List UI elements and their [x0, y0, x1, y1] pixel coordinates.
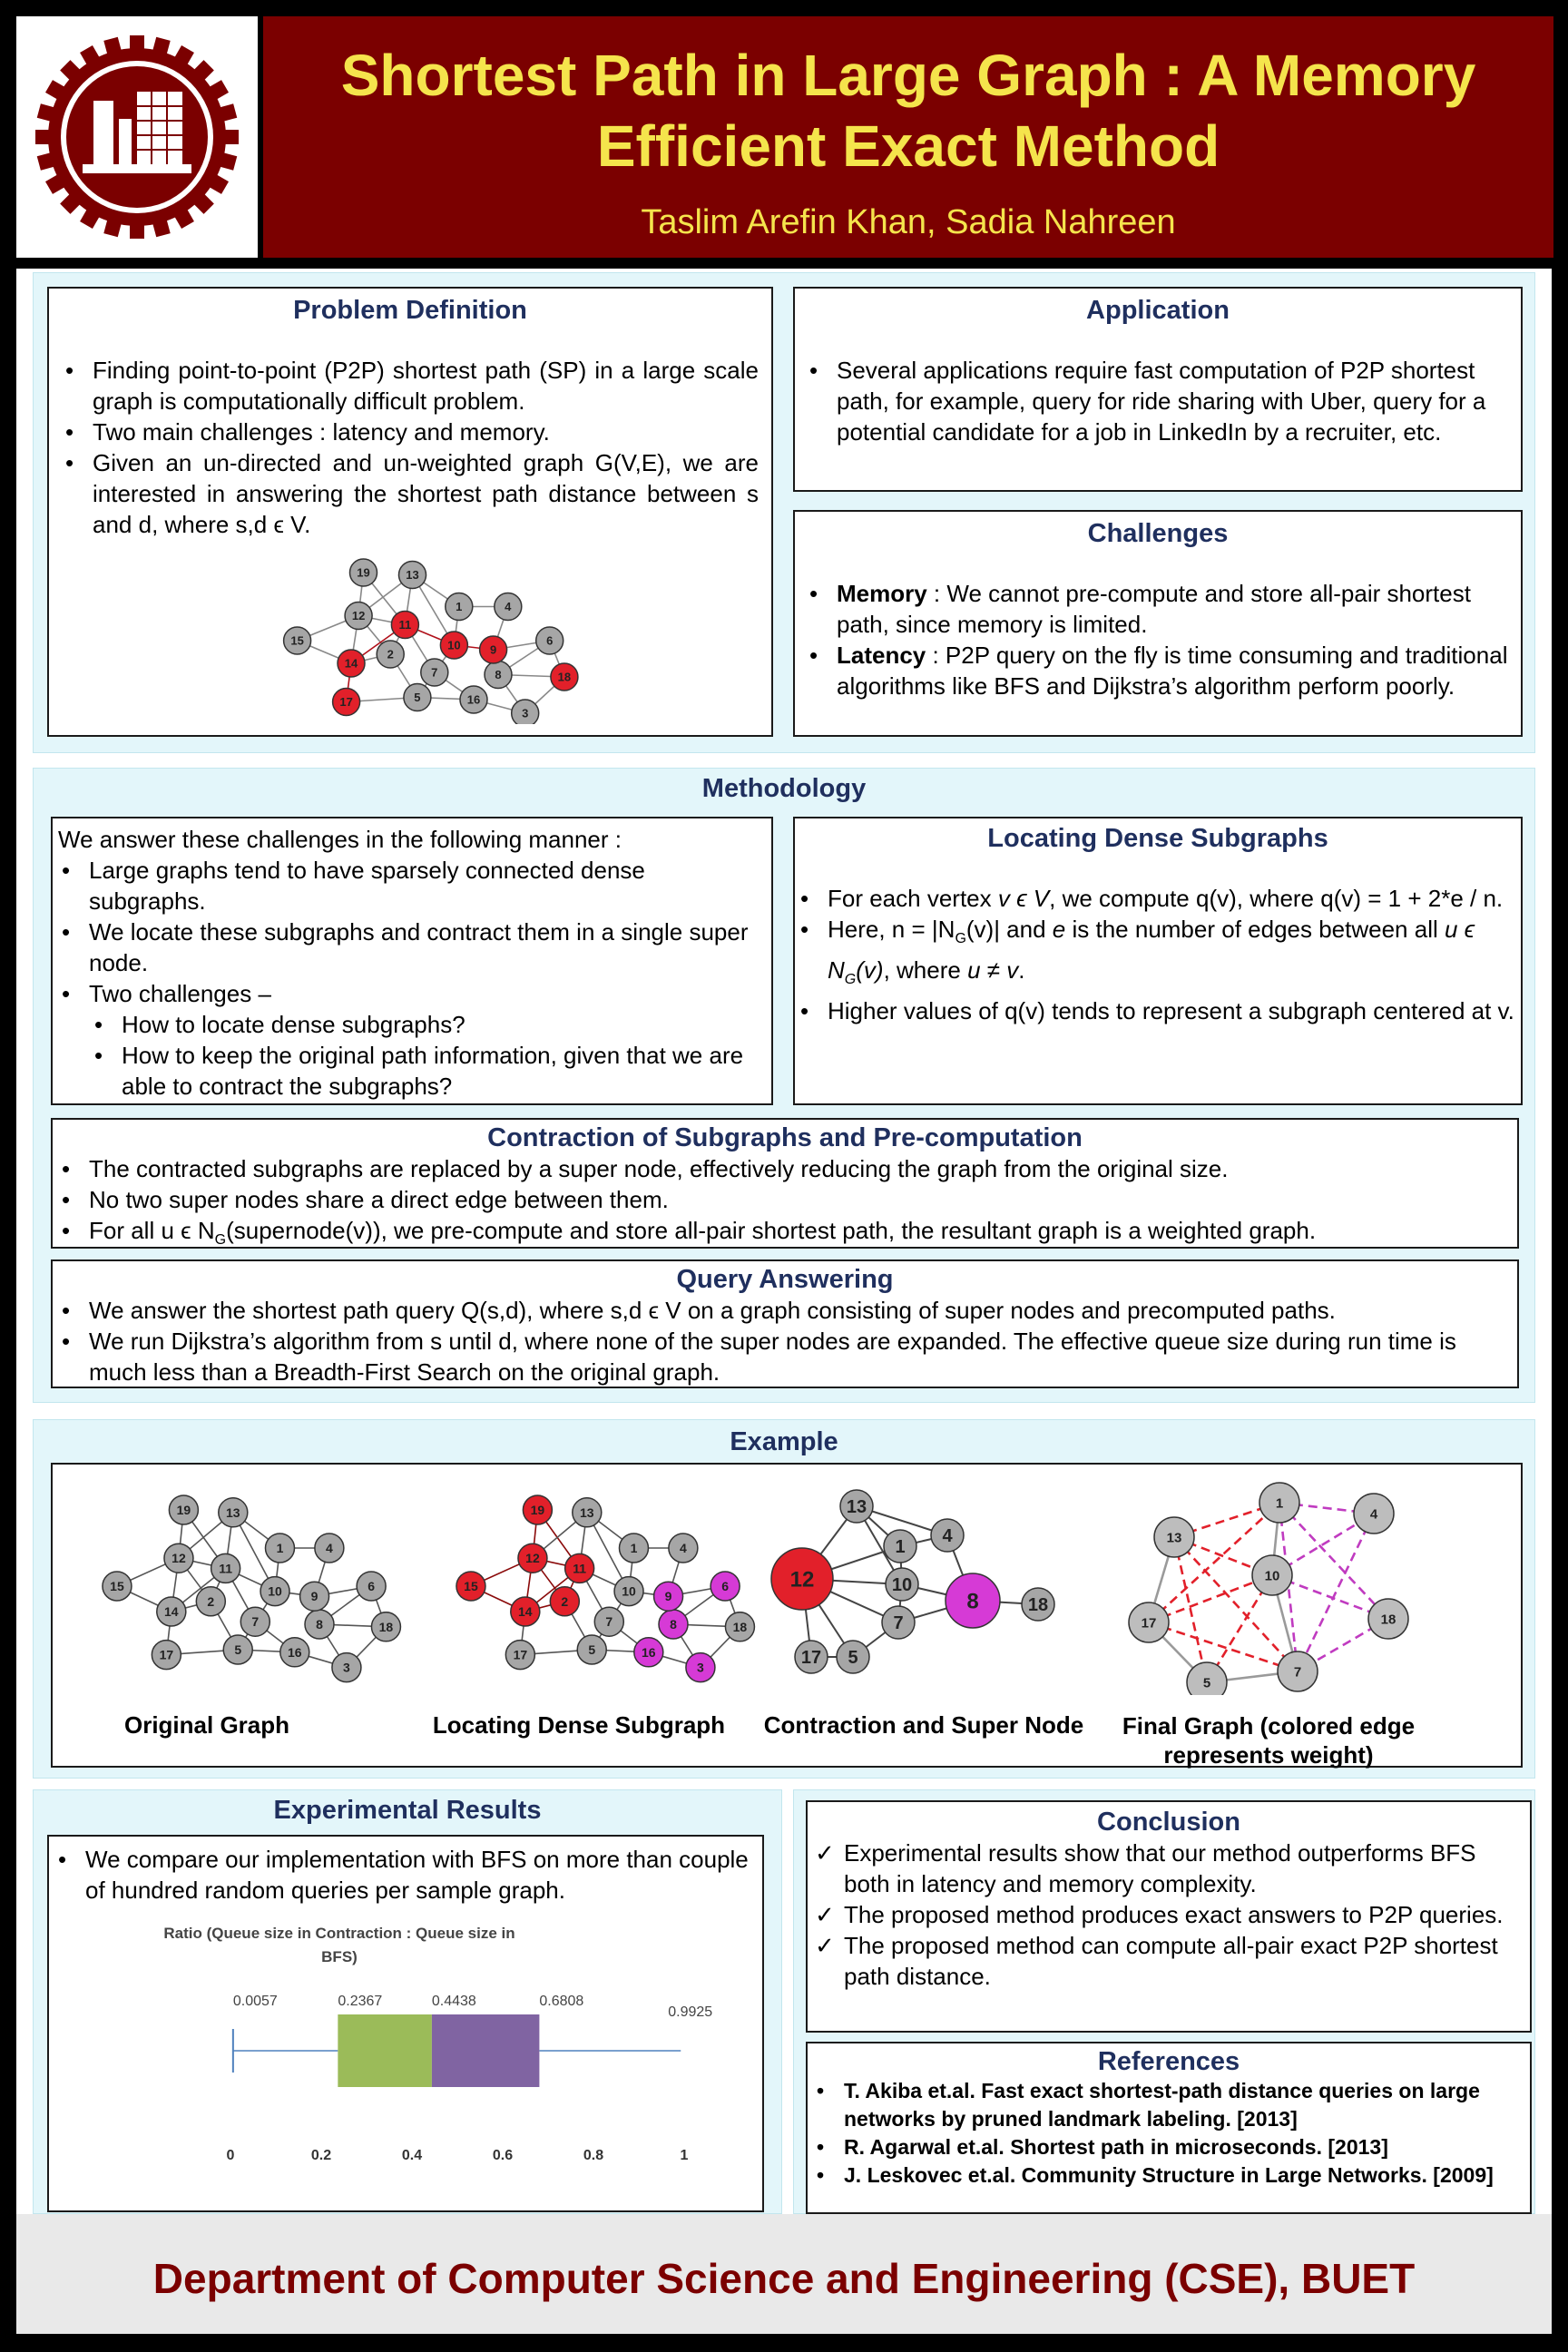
graph-node: [884, 1530, 916, 1563]
graph-node: [536, 627, 564, 654]
node-label: 16: [288, 1644, 302, 1660]
graph-node: [550, 1587, 579, 1616]
references-list: [811, 2077, 1521, 2190]
problem-definition-box: [47, 287, 773, 737]
references-title: References: [1097, 2047, 1240, 2076]
list-item: [804, 640, 1508, 701]
graph-node: [523, 1495, 552, 1524]
node-label: 4: [679, 1541, 687, 1556]
graph-node: [1022, 1588, 1054, 1621]
challenges-title: Challenges: [1087, 519, 1229, 548]
node-label: 5: [1202, 1675, 1211, 1691]
node-label: 19: [530, 1503, 545, 1518]
graph-node: [440, 632, 467, 659]
node-label: 11: [573, 1561, 587, 1576]
university-logo: [16, 16, 258, 258]
caption-original: Original Graph: [123, 1711, 290, 1739]
graph-node: [946, 1573, 1000, 1628]
graph-node: [686, 1653, 715, 1682]
graph-node: [518, 1544, 547, 1573]
list-item: • The contracted subgraphs are replaced by a super node, effectively reducing the graph from the original size.: [56, 1153, 1512, 1184]
graph-node: [669, 1534, 698, 1563]
value-label: 0.4438: [431, 1994, 476, 2009]
graph-node: [511, 1597, 540, 1626]
node-label: 11: [219, 1561, 233, 1576]
node-label: 14: [164, 1604, 179, 1620]
graph-node: [164, 1544, 193, 1573]
list-item: • No two super nodes share a direct edge between them.: [56, 1184, 1512, 1215]
application-list: [804, 355, 1508, 447]
reference-item: • T. Akiba et.al. Fast exact shortest-path distance queries on large networks by pruned landmark labeling. [2013]: [811, 2077, 1521, 2133]
list-subitem: • How to keep the original path information, given that we are able to contract the subgraphs?: [56, 1040, 762, 1102]
graph-node: [795, 1641, 828, 1673]
list-item: • Given an un-directed and un-weighted graph G(V,E), we are interested in answering the shortest path distance between s and d, where s,d ϵ V.: [60, 447, 759, 540]
node-label: 10: [891, 1575, 913, 1596]
node-label: 12: [525, 1551, 540, 1566]
graph-node: [614, 1577, 643, 1606]
node-label: 12: [172, 1551, 186, 1566]
challenge-term: Latency: [837, 642, 926, 669]
caption-dense: Locating Dense Subgraph: [432, 1711, 726, 1739]
node-label: 5: [848, 1648, 858, 1669]
node-label: 6: [721, 1579, 730, 1594]
node-label: 6: [546, 633, 554, 648]
contraction-list: [56, 1153, 1512, 1256]
graph-node: [485, 662, 512, 689]
graph-node: [421, 659, 448, 686]
node-label: 12: [351, 609, 366, 623]
conclusion-title: Conclusion: [1097, 1808, 1240, 1837]
list-item: • We locate these subgraphs and contract them in a single super node.: [56, 916, 762, 978]
caption-final: Final Graph (colored edge represents weight): [1122, 1712, 1416, 1769]
node-label: 16: [642, 1644, 656, 1660]
graph-node: [211, 1553, 240, 1583]
dense-subgraph-box: [793, 817, 1523, 1105]
node-label: 3: [522, 706, 529, 720]
graph-node: [577, 1635, 606, 1664]
node-label: 18: [1027, 1595, 1049, 1616]
methodology-box: [51, 817, 773, 1105]
list-item: • Here, $n = |N_G(v)|$ and e is the number of edges between all u ϵ $N_G(v)$, where u ≠ v.: [795, 914, 1515, 995]
graph-node: [634, 1638, 663, 1667]
node-label: 1: [456, 600, 463, 614]
node-label: 17: [159, 1647, 174, 1662]
node-label: 10: [622, 1583, 636, 1599]
methodology-intro: We answer these challenges in the following manner :: [58, 826, 622, 853]
list-item: • We compare our implementation with BFS on more than couple of hundred random queries per sample graph.: [53, 1844, 750, 1906]
tick-label: 0.4: [401, 2148, 423, 2163]
graph-node: [315, 1534, 344, 1563]
graph-node: [333, 689, 360, 716]
graph-node: [350, 559, 377, 586]
graph-node: [1187, 1662, 1227, 1695]
graph-node: [460, 686, 487, 713]
node-label: 18: [557, 670, 572, 684]
node-label: 13: [226, 1504, 240, 1520]
reference-item: • R. Agarwal et.al. Shortest path in microseconds. [2013]: [811, 2133, 1521, 2161]
application-title: Application: [1086, 296, 1230, 325]
list-item: • For all u ϵ $N_G(supernode(v))$, we pre-compute and store all-pair shortest path, the resultant graph is a weighted graph.: [56, 1215, 1512, 1256]
graph-node: [619, 1534, 648, 1563]
application-box: [793, 287, 1523, 492]
graph-node: [260, 1577, 289, 1606]
results-list: [53, 1844, 750, 1906]
query-title: Query Answering: [676, 1265, 894, 1294]
node-label: 14: [344, 656, 358, 671]
tick-label: 0.6: [492, 2148, 514, 2163]
graph-node: [882, 1606, 915, 1639]
node-label: 7: [431, 665, 438, 680]
graph-node: [886, 1568, 918, 1601]
graph-node: [1278, 1651, 1318, 1691]
node-label: 4: [942, 1526, 953, 1547]
node-label: 9: [664, 1589, 672, 1604]
challenge-text: : P2P query on the fly is time consuming and traditional algorithms like BFS and Dijkstra’s algorithm perform poorly.: [837, 642, 1508, 700]
graph-node: [1259, 1483, 1299, 1523]
query-answering-box: [51, 1259, 1519, 1388]
dense-title: Locating Dense Subgraphs: [987, 824, 1328, 853]
graph-node: [391, 612, 418, 639]
problem-graph: [253, 543, 616, 724]
node-label: 18: [1380, 1612, 1396, 1628]
list-item: • We run Dijkstra’s algorithm from s until d, where none of the super nodes are expanded. The effective queue size during run time is much less than a Breadth-First Search on the original graph.: [56, 1326, 1495, 1387]
graph-node: [456, 1572, 485, 1601]
node-label: 16: [466, 692, 481, 707]
list-item: ✓ The proposed method can compute all-pair exact P2P shortest path distance.: [811, 1930, 1521, 1992]
node-label: 11: [398, 618, 412, 632]
node-label: 19: [176, 1503, 191, 1518]
graph-node: [332, 1653, 361, 1682]
list-item: ✓ Experimental results show that our method outperforms BFS both in latency and memory complexity.: [811, 1838, 1521, 1899]
node-label: 13: [406, 568, 419, 583]
graph-node: [103, 1572, 132, 1601]
chart-title-line-2: BFS): [321, 1948, 358, 1965]
node-label: 2: [207, 1593, 215, 1609]
tick-label: 0.8: [583, 2148, 604, 2163]
results-box: [47, 1835, 764, 2212]
references-box: [806, 2042, 1532, 2214]
graph-node: [505, 1641, 534, 1670]
value-label: 0.9925: [668, 2004, 713, 2020]
graph-node: [710, 1572, 740, 1601]
graph-node: [654, 1582, 683, 1611]
node-label: 13: [1166, 1530, 1182, 1546]
graph-node: [157, 1597, 186, 1626]
node-label: 3: [343, 1660, 350, 1675]
value-label: 0.6808: [539, 1994, 584, 2009]
results-title: Experimental Results: [273, 1796, 542, 1825]
node-label: 2: [387, 647, 394, 662]
node-label: 10: [1264, 1568, 1280, 1584]
list-item: • Finding point-to-point (P2P) shortest path (SP) in a large scale graph is computationally difficult problem.: [60, 355, 759, 416]
graph-node: [399, 562, 426, 589]
list-item: [804, 578, 1508, 640]
poster-title: Shortest Path in Large Graph : A Memory Efficient Exact Method: [340, 43, 1476, 179]
logo-panel: [16, 16, 258, 258]
graph-node: [223, 1635, 252, 1664]
node-label: 7: [605, 1614, 613, 1630]
dense-list: [795, 883, 1515, 1026]
graph-node: [152, 1641, 181, 1670]
node-label: 5: [414, 691, 421, 705]
node-label: 4: [325, 1541, 333, 1556]
node-label: 13: [846, 1497, 867, 1518]
node-label: 8: [495, 668, 502, 682]
node-label: 3: [697, 1660, 704, 1675]
node-label: 14: [518, 1604, 533, 1620]
node-label: 5: [588, 1642, 596, 1658]
contraction-graph: [771, 1490, 1054, 1673]
graph-node: [377, 641, 404, 668]
footer: [16, 2214, 1552, 2334]
node-label: 8: [316, 1617, 323, 1632]
graph-node: [1354, 1494, 1394, 1534]
graph-node: [1154, 1517, 1194, 1557]
contraction-box: [51, 1118, 1519, 1249]
node-label: 6: [368, 1579, 376, 1594]
graph-node: [551, 663, 578, 691]
graph-node: [300, 1582, 329, 1611]
graph-node: [495, 593, 522, 621]
node-label: 1: [630, 1541, 638, 1556]
list-subitem: • How to locate dense subgraphs?: [56, 1009, 762, 1040]
caption-contraction: Contraction and Super Node: [763, 1711, 1084, 1739]
footer-text: Department of Computer Science and Engineering (CSE), BUET: [152, 2255, 1416, 2302]
graph-node: [305, 1610, 334, 1639]
node-label: 4: [505, 600, 512, 614]
node-label: 15: [464, 1579, 478, 1594]
title-banner: [263, 16, 1553, 258]
node-label: 12: [789, 1567, 815, 1592]
graph-node: [1368, 1599, 1408, 1639]
contraction-title: Contraction of Subgraphs and Pre-computation: [487, 1123, 1083, 1152]
poster-authors: Taslim Arefin Khan, Sadia Nahreen: [641, 203, 1176, 241]
tick-label: 0: [226, 2148, 235, 2163]
graph-node: [837, 1641, 869, 1673]
node-label: 7: [1293, 1664, 1302, 1681]
node-label: 15: [290, 633, 304, 648]
node-label: 13: [580, 1504, 594, 1520]
node-label: 9: [489, 642, 497, 657]
list-item: ✓ The proposed method produces exact answers to P2P queries.: [811, 1899, 1521, 1930]
challenges-list: [804, 578, 1508, 701]
graph-node: [404, 684, 431, 711]
node-label: 10: [268, 1583, 282, 1599]
node-label: 2: [561, 1593, 569, 1609]
graph-node: [1252, 1555, 1292, 1595]
graph-node: [1129, 1602, 1169, 1642]
graph-node: [512, 700, 539, 724]
graph-node: [446, 593, 473, 621]
node-label: 15: [110, 1579, 124, 1594]
node-label: 7: [251, 1614, 260, 1630]
tick-label: 0.2: [310, 2148, 332, 2163]
node-label: 17: [800, 1648, 822, 1669]
graph-node: [280, 1638, 309, 1667]
challenges-box: [793, 510, 1523, 737]
example-title: Example: [730, 1427, 838, 1456]
problem-title: Problem Definition: [293, 296, 527, 325]
graph-node: [573, 1498, 602, 1527]
methodology-title: Methodology: [701, 774, 867, 803]
graph-node: [659, 1610, 688, 1639]
node-label: 19: [357, 565, 370, 580]
list-item: • Several applications require fast computation of P2P shortest path, for example, query for ride sharing with Uber, query for a potential candidate for a job in LinkedIn by a recruiter, etc.: [804, 355, 1508, 447]
example-graphs: [67, 1477, 1508, 1695]
conclusion-box: [806, 1800, 1532, 2033]
node-label: 5: [234, 1642, 242, 1658]
graph-node: [565, 1553, 594, 1583]
node-label: 9: [310, 1589, 318, 1604]
node-label: 18: [732, 1619, 748, 1634]
graph-node: [371, 1612, 400, 1642]
graph-node: [594, 1607, 623, 1636]
node-label: 18: [378, 1619, 394, 1634]
graph-node: [284, 627, 311, 654]
methodology-list: [56, 855, 762, 1102]
graph-node: [240, 1607, 270, 1636]
node-label: 8: [670, 1617, 677, 1632]
node-label: 1: [276, 1541, 284, 1556]
value-label: 0.2367: [338, 1994, 383, 2009]
graph-node: [480, 636, 507, 663]
challenge-text: : We cannot pre-compute and store all-pair shortest path, since memory is limited.: [837, 580, 1471, 638]
list-item: • Two challenges –: [56, 978, 762, 1009]
node-label: 4: [1369, 1506, 1378, 1523]
tick-label: 1: [680, 2148, 689, 2163]
node-label: 7: [893, 1613, 904, 1634]
chart-title-line-1: Ratio (Queue size in Contraction : Queue size in: [163, 1925, 515, 1942]
graph-node: [196, 1587, 225, 1616]
query-list: [56, 1295, 1495, 1387]
node-label: 1: [1275, 1495, 1284, 1512]
list-item: • Large graphs tend to have sparsely connected dense subgraphs.: [56, 855, 762, 916]
graph-node: [931, 1519, 964, 1552]
graph-node: [345, 603, 372, 630]
list-item: • Higher values of q(v) tends to represent a subgraph centered at v.: [795, 995, 1515, 1026]
reference-item: • J. Leskovec et.al. Community Structure in Large Networks. [2009]: [811, 2161, 1521, 2190]
node-label: 8: [966, 1589, 979, 1614]
lower-box: [338, 2014, 432, 2087]
graph-node: [725, 1612, 754, 1642]
graph-node: [219, 1498, 248, 1527]
challenge-term: Memory: [837, 580, 927, 607]
list-item: • Two main challenges : latency and memory.: [60, 416, 759, 447]
node-label: 17: [339, 695, 353, 710]
graph-node: [771, 1548, 833, 1610]
conclusion-list: [811, 1838, 1521, 1992]
upper-box: [432, 2014, 540, 2087]
problem-list: [60, 355, 759, 540]
box-plot-chart: [149, 1915, 730, 2205]
graph-node: [265, 1534, 294, 1563]
value-label: 0.0057: [232, 1994, 278, 2009]
node-label: 1: [895, 1537, 906, 1558]
list-item: • For each vertex v ϵ V, we compute q(v), where q(v) = 1 + 2*e / n.: [795, 883, 1515, 914]
graph-node: [357, 1572, 386, 1601]
graph-node: [169, 1495, 198, 1524]
node-label: 10: [447, 638, 461, 652]
final-graph: [1129, 1483, 1408, 1695]
node-label: 17: [513, 1647, 528, 1662]
example-box: [51, 1463, 1523, 1768]
list-item: • We answer the shortest path query Q(s,d), where s,d ϵ V on a graph consisting of super nodes and precomputed paths.: [56, 1295, 1495, 1326]
graph-node: [840, 1490, 873, 1523]
node-label: 17: [1141, 1615, 1157, 1632]
graph-node: [338, 650, 365, 677]
